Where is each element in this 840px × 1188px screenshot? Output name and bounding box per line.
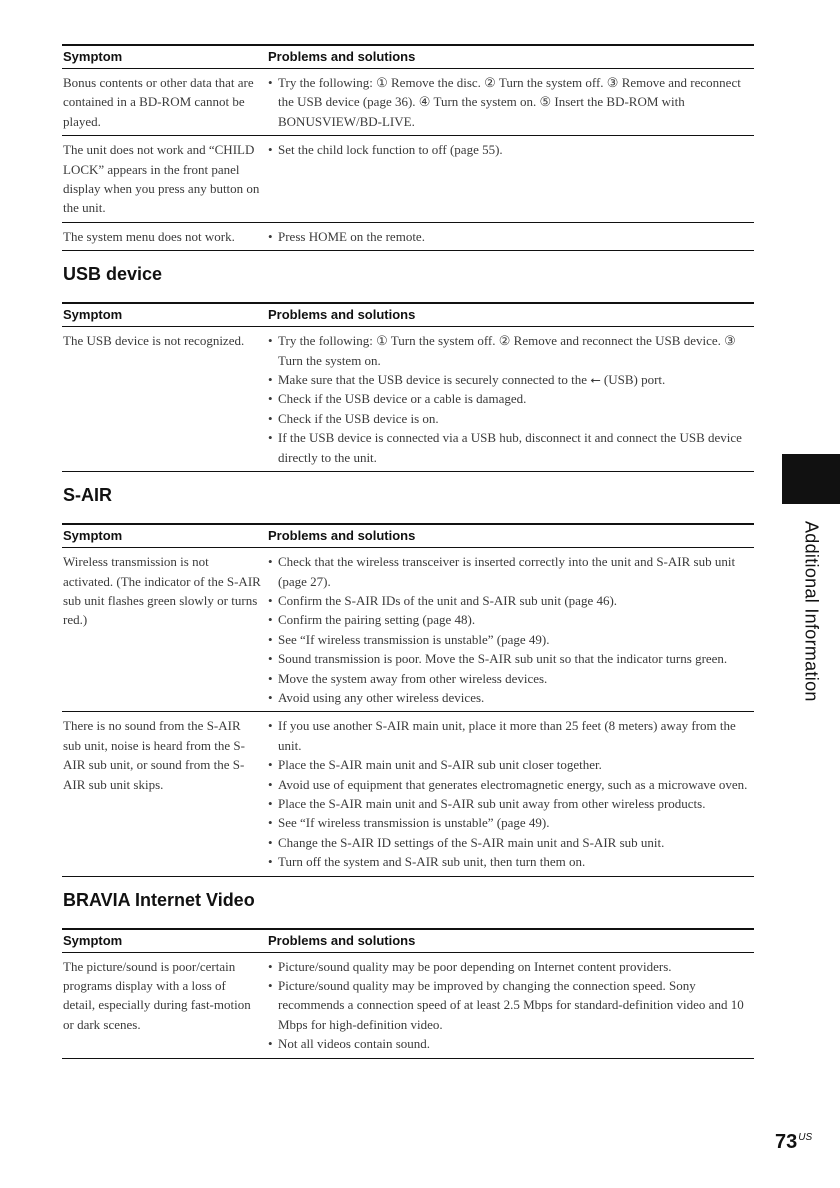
troubleshooting-table-general — [62, 44, 754, 251]
symptom-cell: The unit does not work and “CHILD LOCK” appears in the front panel display when you press any button on the unit. — [62, 136, 267, 223]
solution-item: • Place the S-AIR main unit and S-AIR sub unit away from other wireless products. — [268, 794, 754, 813]
solution-item: • Set the child lock function to off (page 55). — [268, 140, 754, 159]
section-heading-s-air: S-AIR — [63, 485, 112, 506]
solution-item: • Avoid use of equipment that generates electromagnetic energy, such as a microwave oven. — [268, 775, 754, 794]
symptom-cell: The system menu does not work. — [62, 222, 267, 250]
section-tab-marker — [782, 454, 840, 504]
symptom-cell: There is no sound from the S-AIR sub unit, noise is heard from the S-AIR sub unit, or sound from the S-AIR sub unit skips. — [62, 712, 267, 876]
solution-item: • Make sure that the USB device is securely connected to the ⭠ (USB) port. — [268, 370, 754, 389]
solution-item: • Try the following: ① Remove the disc. ② Turn the system off. ③ Remove and reconnect the USB device (page 36). ④ Turn the system on. ⑤ Insert the BD-ROM with BONUSVIEW/BD-LIVE. — [268, 73, 754, 131]
table-row — [62, 222, 754, 250]
symptom-cell: Wireless transmission is not activated. (The indicator of the S-AIR sub unit flashes green slowly or turns red.) — [62, 548, 267, 712]
solution-item: • Picture/sound quality may be improved by changing the connection speed. Sony recommends a connection speed of at least 2.5 Mbps for standard-definition video and 10 Mbps for high-definition video. — [268, 976, 754, 1034]
table-row — [62, 327, 754, 472]
page-number-suffix: US — [798, 1132, 813, 1143]
side-section-label: Additional Information — [801, 521, 822, 702]
solutions-cell — [267, 327, 754, 472]
solution-item: • Picture/sound quality may be poor depending on Internet content providers. — [268, 957, 754, 976]
troubleshooting-table-usb — [62, 302, 754, 472]
solution-item: • Try the following: ① Turn the system off. ② Remove and reconnect the USB device. ③ Turn the system on. — [268, 331, 754, 370]
table-row — [62, 136, 754, 223]
table-row — [62, 69, 754, 136]
solutions-header: Problems and solutions — [267, 303, 754, 327]
solution-item: • Not all videos contain sound. — [268, 1034, 754, 1053]
solution-item: • Sound transmission is poor. Move the S-AIR sub unit so that the indicator turns green. — [268, 649, 754, 668]
solution-item: • Check if the USB device or a cable is damaged. — [268, 389, 754, 408]
solution-item: • Confirm the S-AIR IDs of the unit and S-AIR sub unit (page 46). — [268, 591, 754, 610]
section-heading-usb-device: USB device — [63, 264, 163, 285]
table-row — [62, 952, 754, 1058]
solution-item: • See “If wireless transmission is unstable” (page 49). — [268, 813, 754, 832]
solution-item: • If the USB device is connected via a USB hub, disconnect it and connect the USB device directly to the unit. — [268, 428, 754, 467]
solution-item: • Change the S-AIR ID settings of the S-AIR main unit and S-AIR sub unit. — [268, 833, 754, 852]
solution-item: • Move the system away from other wireless devices. — [268, 669, 754, 688]
solutions-cell — [267, 69, 754, 136]
table-row — [62, 548, 754, 712]
page-number-value: 73 — [775, 1131, 798, 1153]
symptom-header: Symptom — [62, 524, 267, 548]
solution-item: • Confirm the pairing setting (page 48). — [268, 610, 754, 629]
solutions-cell — [267, 952, 754, 1058]
solution-item: • Check if the USB device is on. — [268, 409, 754, 428]
symptom-cell: The picture/sound is poor/certain programs display with a loss of detail, especially during fast-motion or dark scenes. — [62, 952, 267, 1058]
page-number — [775, 1131, 812, 1154]
solution-item: • If you use another S-AIR main unit, place it more than 25 feet (8 meters) away from the unit. — [268, 716, 754, 755]
solutions-cell — [267, 222, 754, 250]
troubleshooting-table-s-air — [62, 523, 754, 877]
solutions-header: Problems and solutions — [267, 524, 754, 548]
solutions-header: Problems and solutions — [267, 45, 754, 69]
symptom-header: Symptom — [62, 303, 267, 327]
solution-item: • See “If wireless transmission is unstable” (page 49). — [268, 630, 754, 649]
section-heading-bravia-internet-video: BRAVIA Internet Video — [63, 889, 255, 910]
troubleshooting-table-bravia — [62, 928, 754, 1059]
solutions-cell — [267, 548, 754, 712]
symptom-header: Symptom — [62, 929, 267, 953]
solution-item: • Turn off the system and S-AIR sub unit, then turn them on. — [268, 852, 754, 871]
solutions-cell — [267, 712, 754, 876]
symptom-header: Symptom — [62, 45, 267, 69]
solution-item: • Press HOME on the remote. — [268, 227, 754, 246]
solution-item: • Avoid using any other wireless devices. — [268, 688, 754, 707]
solution-item: • Place the S-AIR main unit and S-AIR sub unit closer together. — [268, 755, 754, 774]
symptom-cell: Bonus contents or other data that are contained in a BD-ROM cannot be played. — [62, 69, 267, 136]
solutions-cell — [267, 136, 754, 223]
solution-item: • Check that the wireless transceiver is inserted correctly into the unit and S-AIR sub unit (page 27). — [268, 552, 754, 591]
troubleshooting-content — [62, 44, 754, 1059]
table-row — [62, 712, 754, 876]
solutions-header: Problems and solutions — [267, 929, 754, 953]
symptom-cell: The USB device is not recognized. — [62, 327, 267, 472]
